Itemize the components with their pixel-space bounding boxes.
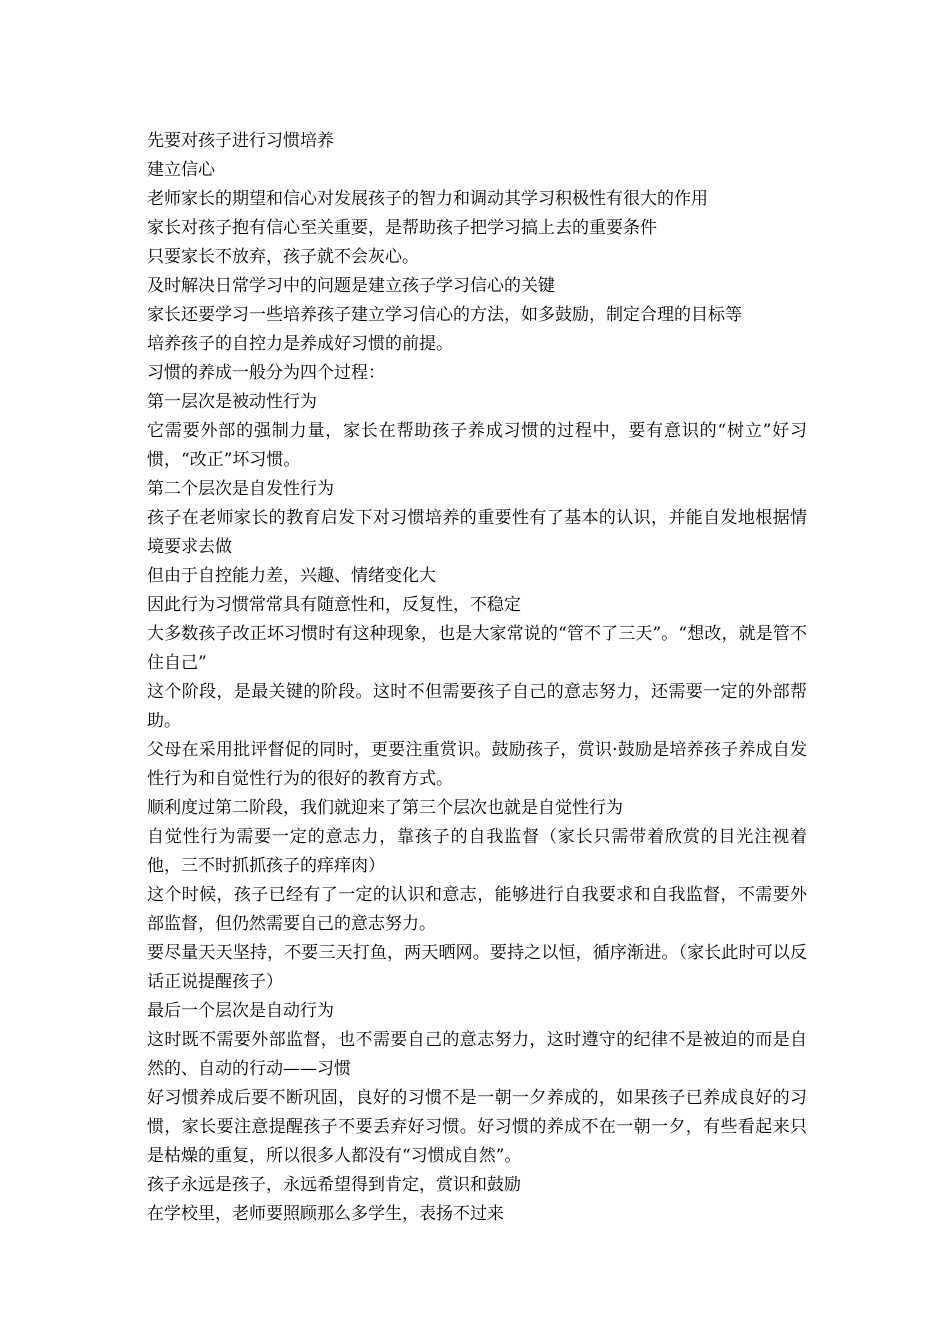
- paragraph-poor-self-control: 但由于自控能力差，兴趣、情绪变化大: [147, 566, 436, 586]
- paragraph-stage-four-heading: 最后一个层次是自动行为: [147, 1001, 334, 1021]
- paragraph-stage-two-text: 孩子在老师家长的教育启发下对习惯培养的重要性有了基本的认识，并能自发地根据情境要求去做: [147, 508, 807, 557]
- paragraph-build-confidence: 建立信心: [147, 160, 215, 180]
- paragraph-stage-one-heading: 第一层次是被动性行为: [147, 392, 317, 412]
- document-body: [147, 127, 807, 1229]
- paragraph-stage-one-text: 它需要外部的强制力量，家长在帮助孩子养成习惯的过程中，要有意识的“树立”好习惯，“改正”坏习惯。: [147, 421, 807, 470]
- paragraph-solve-problems: 及时解决日常学习中的问题是建立孩子学习信心的关键: [147, 276, 555, 296]
- paragraph-persistence: 要尽量天天坚持，不要三天打鱼，两天晒网。要持之以恒，循序渐进。（家长此时可以反话正说提醒孩子）: [147, 943, 807, 992]
- paragraph-automatic-behavior: 这时既不需要外部监督，也不需要自己的意志努力，这时遵守的纪律不是被迫的而是自然的、自动的行动——习惯: [147, 1030, 807, 1079]
- paragraph-habit-training: 先要对孩子进行习惯培养: [147, 131, 334, 151]
- paragraph-will-effort: 这个时候，孩子已经有了一定的认识和意志，能够进行自我要求和自我监督，不需要外部监督，但仍然需要自己的意志努力。: [147, 885, 807, 934]
- paragraph-three-days: 大多数孩子改正坏习惯时有这种现象，也是大家常说的“管不了三天”。“想改，就是管不住自己”: [147, 624, 807, 673]
- paragraph-four-stages: 习惯的养成一般分为四个过程：: [147, 363, 385, 383]
- paragraph-never-give-up: 只要家长不放弃，孩子就不会灰心。: [147, 247, 419, 267]
- paragraph-at-school: 在学校里，老师要照顾那么多学生，表扬不过来: [147, 1204, 504, 1224]
- paragraph-self-control: 培养孩子的自控力是养成好习惯的前提。: [147, 334, 453, 354]
- paragraph-unstable-behavior: 因此行为习惯常常具有随意性和，反复性，不稳定: [147, 595, 521, 615]
- paragraph-parent-confidence: 家长对孩子抱有信心至关重要，是帮助孩子把学习搞上去的重要条件: [147, 218, 657, 238]
- paragraph-methods: 家长还要学习一些培养孩子建立学习信心的方法，如多鼓励，制定合理的目标等: [147, 305, 742, 325]
- paragraph-stage-two-heading: 第二个层次是自发性行为: [147, 479, 334, 499]
- paragraph-key-stage: 这个阶段，是最关键的阶段。这时不但需要孩子自己的意志努力，还需要一定的外部帮助。: [147, 682, 807, 731]
- paragraph-children-need-praise: 孩子永远是孩子，永远希望得到肯定，赏识和鼓励: [147, 1175, 521, 1195]
- paragraph-expectations: 老师家长的期望和信心对发展孩子的智力和调动其学习积极性有很大的作用: [147, 189, 708, 209]
- paragraph-stage-three-heading: 顺利度过第二阶段，我们就迎来了第三个层次也就是自觉性行为: [147, 798, 623, 818]
- paragraph-appreciation: 父母在采用批评督促的同时，更要注重赏识。鼓励孩子，赏识·鼓励是培养孩子养成自发性行为和自觉性行为的很好的教育方式。: [147, 740, 807, 789]
- paragraph-self-monitoring: 自觉性行为需要一定的意志力，靠孩子的自我监督（家长只需带着欣赏的目光注视着他，三不时抓抓孩子的痒痒肉）: [147, 827, 807, 876]
- paragraph-consolidate-habits: 好习惯养成后要不断巩固，良好的习惯不是一朝一夕养成的，如果孩子已养成良好的习惯，家长要注意提醒孩子不要丢弃好习惯。好习惯的养成不在一朝一夕，有些看起来只是枯燥的重复，所以很多人都没有“习惯成自然”。: [147, 1088, 807, 1166]
